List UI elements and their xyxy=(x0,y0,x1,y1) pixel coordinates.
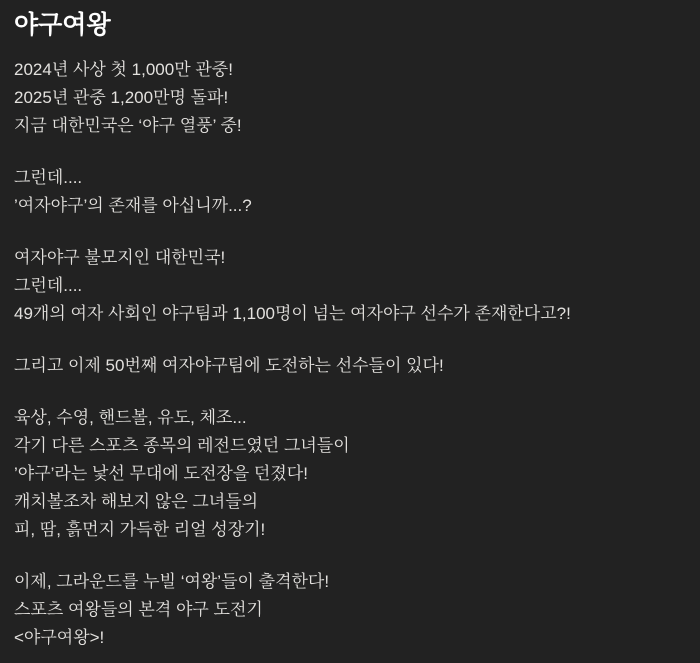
text-line: 이제, 그라운드를 누빌 ‘여왕’들이 출격한다! xyxy=(14,572,330,591)
text-line: 그런데.... xyxy=(14,276,83,295)
text-line: 그리고 이제 50번째 여자야구팀에 도전하는 선수들이 있다! xyxy=(14,356,444,375)
paragraph-womens-baseball xyxy=(14,244,680,328)
text-line: 육상, 수영, 핸드볼, 유도, 체조... xyxy=(14,408,247,427)
text-line: 49개의 여자 사회인 야구팀과 1,100명이 넘는 여자야구 선수가 존재한다고?! xyxy=(14,304,571,323)
text-line: 그런데.... xyxy=(14,168,83,187)
text-line: 각기 다른 스포츠 종목의 레전드였던 그녀들이 xyxy=(14,436,350,455)
text-line: 2025년 관중 1,200만명 돌파! xyxy=(14,88,229,107)
text-line: <야구여왕>! xyxy=(14,628,105,647)
text-line: 여자야구 불모지인 대한민국! xyxy=(14,248,226,267)
paragraph-outro xyxy=(14,568,680,652)
text-line: 캐치볼조차 해보지 않은 그녀들의 xyxy=(14,492,259,511)
text-line: ’야구’라는 낯선 무대에 도전장을 던졌다! xyxy=(14,464,308,483)
text-line: ’여자야구’의 존재를 아십니까...? xyxy=(14,196,252,215)
text-line: 지금 대한민국은 ‘야구 열풍’ 중! xyxy=(14,116,242,135)
paragraph-legends xyxy=(14,404,680,544)
page-title: 야구여왕 xyxy=(14,11,111,39)
paragraph-question xyxy=(14,164,680,220)
text-line: 스포츠 여왕들의 본격 야구 도전기 xyxy=(14,600,263,619)
text-line: 2024년 사상 첫 1,000만 관중! xyxy=(14,60,233,79)
text-line: 피, 땀, 흙먼지 가득한 리얼 성장기! xyxy=(14,520,266,539)
paragraph-50th-team xyxy=(14,352,680,380)
paragraph-attendance xyxy=(14,56,680,140)
